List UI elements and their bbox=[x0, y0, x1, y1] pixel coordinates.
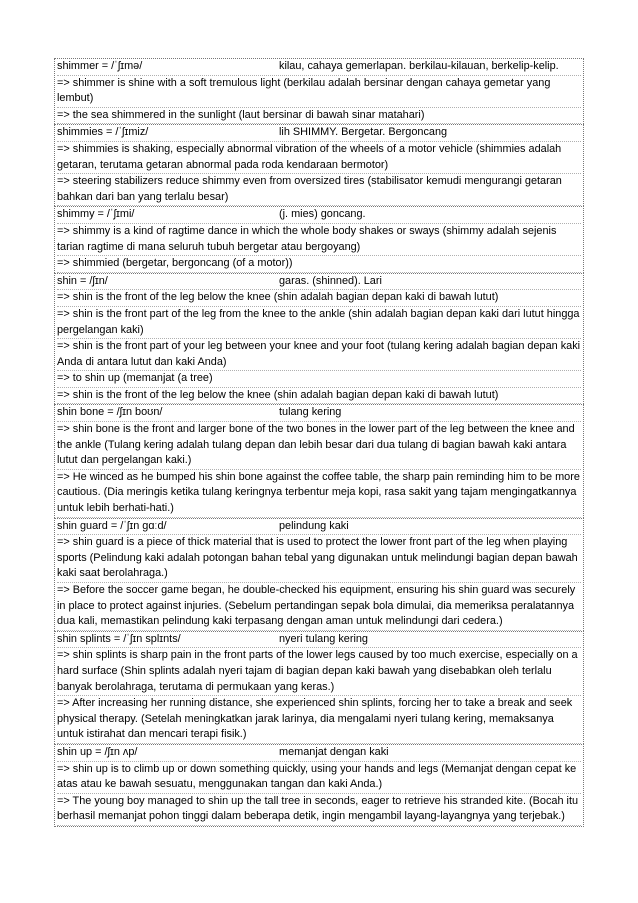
entry-example: => steering stabilizers reduce shimmy even from oversized tires (stabilisator kemudi mengurangi getaran bahkan dari ban yang terlalu besar) bbox=[57, 174, 581, 206]
entry-term: shimmer = /ˈʃɪmə/ bbox=[57, 60, 143, 72]
entry-heading bbox=[57, 125, 581, 142]
entry-heading bbox=[57, 274, 581, 291]
entry-example: => Before the soccer game began, he double-checked his equipment, ensuring his shin guard was securely in place to protect against injuries. (Sebelum pertandingan sepak bola dimulai, dia memeriksa peralatannya dua kali, memastikan pelindung kaki terpasang dengan aman untuk melindungi dari cedera.) bbox=[57, 583, 581, 631]
vocabulary-sheet bbox=[54, 58, 584, 827]
entry-definition: => shin up is to climb up or down something quickly, using your hands and legs (Memanjat dengan cepat ke atas atau ke bawah sesuatu, menggunakan tangan dan kaki Anda.) bbox=[57, 762, 581, 794]
entry-definition: => shin is the front of the leg below the knee (shin adalah bagian depan kaki di bawah lutut) bbox=[57, 388, 581, 405]
entry-heading bbox=[57, 207, 581, 224]
entry-heading bbox=[57, 632, 581, 649]
entry-term: shin guard = /ˈʃɪn ɡɑːd/ bbox=[57, 519, 167, 532]
entry-shimmer bbox=[54, 58, 584, 124]
entry-example: => shimmied (bergetar, bergoncang (of a motor)) bbox=[57, 256, 581, 273]
entry-shin-guard bbox=[54, 518, 584, 631]
entry-term: shimmies = /ˈʃɪmiz/ bbox=[57, 126, 149, 139]
entry-term: shin up = /ʃɪn ʌp/ bbox=[57, 745, 138, 758]
entry-shimmies bbox=[54, 124, 584, 206]
entry-term: shin splints = /ˈʃɪn splɪnts/ bbox=[57, 632, 181, 645]
entry-example: => the sea shimmered in the sunlight (laut bersinar di bawah sinar matahari) bbox=[57, 108, 581, 125]
entry-term: shin bone = /ʃɪn boʊn/ bbox=[57, 406, 163, 419]
entry-shin-splints bbox=[54, 631, 584, 744]
entry-shin bbox=[54, 273, 584, 405]
entry-definition: => shin bone is the front and larger bone of the two bones in the lower part of the leg between the knee and the ankle (Tulang kering adalah tulang depan dan lebih besar dari dua tulang di bagian bawah kaki antara lutut dan pergelangan kaki.) bbox=[57, 422, 581, 470]
entry-term: shimmy = /ˈʃɪmi/ bbox=[57, 208, 135, 221]
entry-heading bbox=[57, 405, 581, 422]
entry-definition: => shin is the front part of the leg from the knee to the ankle (shin adalah bagian depan kaki dari lutut hingga pergelangan kaki) bbox=[57, 307, 581, 339]
entry-heading bbox=[57, 59, 581, 76]
entry-shin-up bbox=[54, 744, 584, 827]
entry-shimmy bbox=[54, 206, 584, 272]
entry-meaning: garas. (shinned). Lari bbox=[279, 274, 382, 287]
entry-meaning: kilau, cahaya gemerlapan. berkilau-kilauan, berkelip-kelip. bbox=[279, 60, 559, 72]
entry-meaning: (j. mies) goncang. bbox=[279, 208, 366, 221]
entry-shin-bone bbox=[54, 404, 584, 517]
entry-example: => After increasing her running distance, she experienced shin splints, forcing her to take a break and seek physical therapy. (Setelah meningkatkan jarak larinya, dia mengalami nyeri tulang kering, memaksanya untuk istirahat dan mencari terapi fisik.) bbox=[57, 696, 581, 744]
entry-definition: => shimmies is shaking, especially abnormal vibration of the wheels of a motor vehicle (shimmies adalah getaran, terutama getaran abnormal pada roda kendaraan bermotor) bbox=[57, 142, 581, 174]
entry-definition: => shimmy is a kind of ragtime dance in which the whole body shakes or sways (shimmy adalah sejenis tarian ragtime di mana seluruh tubuh bergetar atau bergoyang) bbox=[57, 224, 581, 256]
entry-meaning: pelindung kaki bbox=[279, 519, 349, 532]
entry-example: => to shin up (memanjat (a tree) bbox=[57, 371, 581, 388]
entry-meaning: lih SHIMMY. Bergetar. Bergoncang bbox=[279, 126, 448, 139]
entry-term: shin = /ʃɪn/ bbox=[57, 274, 108, 287]
entry-definition: => shin is the front part of your leg between your knee and your foot (tulang kering adalah bagian depan kaki Anda di antara lutut dan kaki Anda) bbox=[57, 339, 581, 371]
entry-definition: => shin guard is a piece of thick material that is used to protect the lower front part of the leg when playing sports (Pelindung kaki adalah potongan bahan tebal yang digunakan untuk melindungi bagian depan bawah kaki saat berolahraga.) bbox=[57, 535, 581, 583]
entry-definition: => shin splints is sharp pain in the front parts of the lower legs caused by too much exercise, especially on a hard surface (Shin splints adalah nyeri tajam di bagian depan kaki bawah yang disebabkan oleh terlalu banyak berolahraga, terutama di permukaan yang keras.) bbox=[57, 648, 581, 696]
entry-meaning: tulang kering bbox=[279, 406, 342, 419]
entry-example: => He winced as he bumped his shin bone against the coffee table, the sharp pain reminding him to be more cautious. (Dia meringis ketika tulang keringnya terbentur meja kopi, rasa sakit yang tajam mengingatkannya untuk lebih berhati-hati.) bbox=[57, 470, 581, 518]
entry-heading bbox=[57, 745, 581, 762]
entry-meaning: memanjat dengan kaki bbox=[279, 745, 389, 758]
entry-heading bbox=[57, 519, 581, 536]
entry-meaning: nyeri tulang kering bbox=[279, 632, 368, 645]
entry-definition: => shin is the front of the leg below the knee (shin adalah bagian depan kaki di bawah lutut) bbox=[57, 290, 581, 307]
entry-definition: => shimmer is shine with a soft tremulous light (berkilau adalah bersinar dengan cahaya gemetar yang lembut) bbox=[57, 76, 581, 108]
entry-example: => The young boy managed to shin up the tall tree in seconds, eager to retrieve his stranded kite. (Bocah itu berhasil memanjat pohon tinggi dalam beberapa detik, ingin mengambil layang-layangnya yang terjebak.) bbox=[57, 794, 581, 826]
